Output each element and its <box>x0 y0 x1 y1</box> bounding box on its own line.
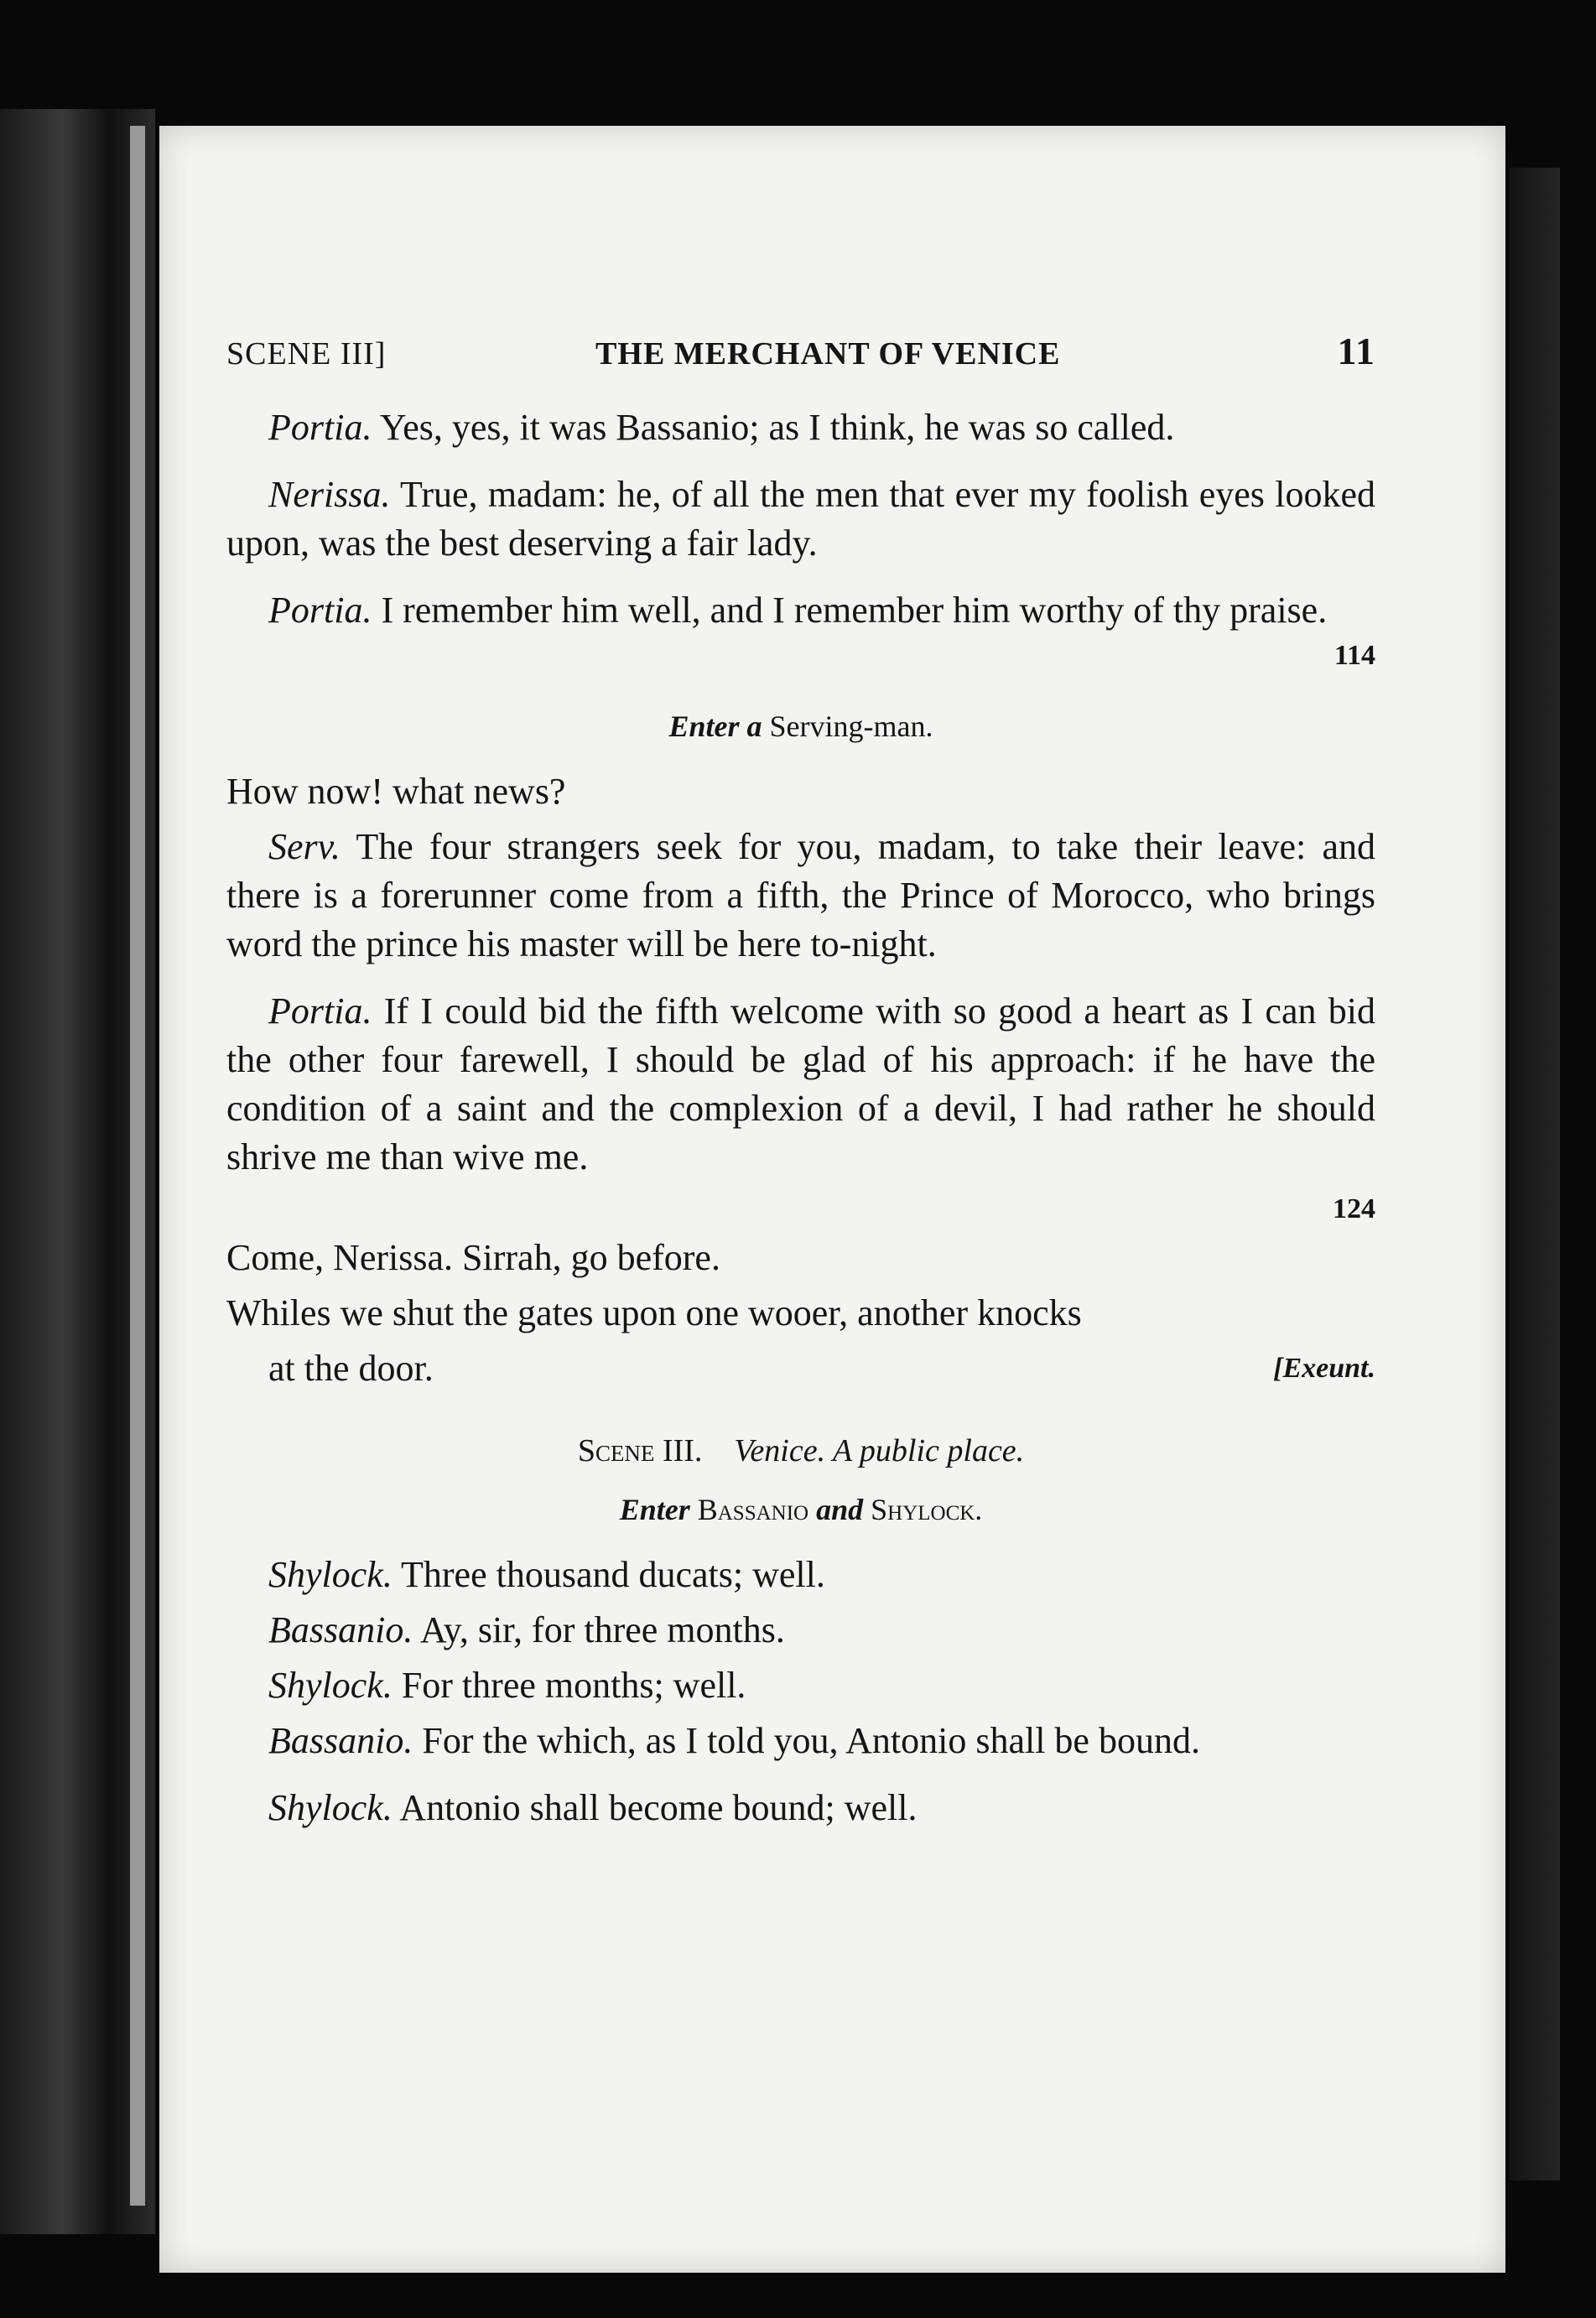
speech-text: If I could bid the fifth welcome with so good a heart as I can bid the other four farewell, I should be glad of his approach: if he have the condition of a saint and the complexion of a devil, I had rather he should shrive me than wive me. <box>226 990 1376 1177</box>
left-page-edge <box>0 109 155 2234</box>
character-name: Shylock. <box>871 1493 983 1526</box>
dialogue-line <box>226 1661 1375 1710</box>
speech-text: I remember him well, and I remember him worthy of thy praise. <box>381 590 1328 631</box>
verse-line-continuation <box>268 1344 1375 1393</box>
scene-place: Venice. A public place. <box>734 1433 1025 1468</box>
book-page <box>159 126 1505 2273</box>
speaker-name: Shylock. <box>268 1554 393 1595</box>
speech-text: For the which, as I told you, Antonio shall be bound. <box>422 1720 1200 1761</box>
dialogue-line <box>226 1551 1375 1599</box>
stage-direction-scene-enter <box>226 1485 1375 1534</box>
stage-direction-enter <box>226 702 1375 751</box>
speech-text: Three thousand ducats; well. <box>401 1554 825 1595</box>
right-page-edge <box>1510 168 1560 2180</box>
speaker-name: Portia. <box>268 990 372 1032</box>
line-number: 114 <box>1333 640 1375 671</box>
line-number: 124 <box>1333 1193 1375 1224</box>
speaker-name: Portia. <box>268 590 372 631</box>
header-section: SCENE III] <box>226 336 387 372</box>
speech-nerissa-1 <box>226 470 1375 568</box>
binding-strip <box>130 126 145 2206</box>
speech-text: Yes, yes, it was Bassanio; as I think, he was so called. <box>379 407 1175 448</box>
stage-enter-word: Enter <box>619 1493 690 1526</box>
speaker-name: Serv. <box>268 826 341 867</box>
speaker-name: Bassanio. <box>268 1720 413 1761</box>
stage-direction-exeunt: [Exeunt. <box>1273 1353 1375 1384</box>
speaker-name: Nerissa. <box>268 474 391 515</box>
speech-text: True, madam: he, of all the men that ever my foolish eyes looked upon, was the best deserving a fair lady. <box>226 474 1375 564</box>
speech-text: For three months; well. <box>401 1665 746 1706</box>
speech-portia-1 <box>226 403 1375 452</box>
verse-line: Whiles we shut the gates upon one wooer, another knocks <box>226 1292 1082 1333</box>
how-now-line: How now! what news? <box>226 771 566 812</box>
line-number-124-row <box>226 1182 1375 1234</box>
verse-line: Come, Nerissa. Sirrah, go before. <box>226 1237 720 1278</box>
scene-label: Scene III. <box>577 1433 703 1468</box>
page-number: 11 <box>1337 330 1375 372</box>
speaker-name: Shylock. <box>268 1665 393 1706</box>
header-title: THE MERCHANT OF VENICE <box>595 336 1061 372</box>
speech-text: Antonio shall become bound; well. <box>399 1787 918 1828</box>
speech-serv <box>226 823 1375 969</box>
page-content <box>226 327 1375 1851</box>
stage-enter-italic: Enter a <box>668 709 762 743</box>
speech-text: Ay, sir, for three months. <box>419 1609 785 1650</box>
character-name: Bassanio <box>697 1493 809 1526</box>
line-number-114-row <box>226 628 1375 680</box>
verse-continuation-text: at the door. <box>268 1348 434 1389</box>
speaker-name: Shylock. <box>268 1787 393 1828</box>
stage-and: and <box>816 1493 864 1526</box>
dialogue-line <box>226 1606 1375 1655</box>
speaker-name: Portia. <box>268 407 372 448</box>
dialogue-line <box>226 1784 1375 1832</box>
scene-heading <box>226 1427 1375 1475</box>
speech-portia-2 <box>226 586 1375 635</box>
running-header <box>226 327 1375 378</box>
speech-text: The four strangers seek for you, madam, to take their leave: and there is a forerunner come from a fifth, the Prince of Morocco, who brings word the prince his master will be here to-night. <box>226 826 1375 964</box>
stage-enter-rest: Serving-man. <box>769 709 933 743</box>
dialogue-line <box>226 1717 1375 1765</box>
speaker-name: Bassanio. <box>268 1609 413 1650</box>
speech-portia-3 <box>226 987 1375 1182</box>
